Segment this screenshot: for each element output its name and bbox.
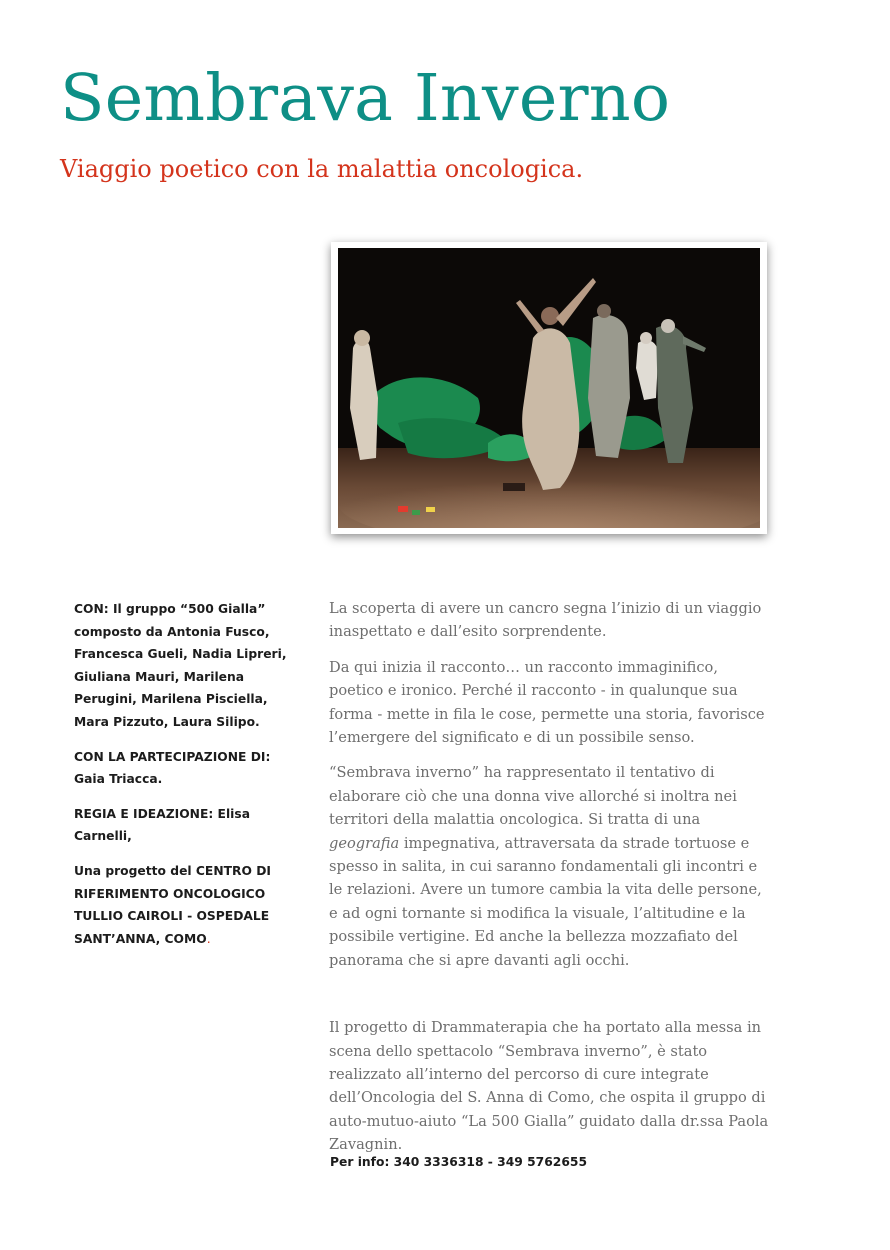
article-paragraph-3 xyxy=(329,761,769,972)
credits-direction: REGIA E IDEAZIONE: Elisa Carnelli, xyxy=(74,806,250,844)
credits-cast: CON: Il gruppo “500 Gialla” composto da Antonia Fusco, Francesca Gueli, Nadia Lipreri, Giuliana Mauri, Marilena Perugini, Marilena Pisciella, Mara Pizzuto, Laura Silipo. xyxy=(74,602,287,729)
stage-photo-frame xyxy=(331,242,767,534)
stage-performance-photo xyxy=(338,248,760,528)
article-body xyxy=(329,597,769,1169)
contact-info: Per info: 340 3336318 - 349 5762655 xyxy=(330,1155,588,1169)
credits-column xyxy=(74,598,294,962)
article-paragraph-4: Il progetto di Drammaterapia che ha portato alla messa in scena dello spettacolo “Sembrava inverno”, è stato realizzato all’interno del percorso di cure integrate dell’Oncologia del S. Anna di Como, che ospita il gruppo di auto-mutuo-aiuto “La 500 Gialla” guidato dalla dr.ssa Paola Zavagnin. xyxy=(329,1019,769,1154)
article-paragraph-1: La scoperta di avere un cancro segna l’inizio di un viaggio inaspettato e dall’esito sorprendente. xyxy=(329,600,762,641)
credits-participation: CON LA PARTECIPAZIONE DI: Gaia Triacca. xyxy=(74,749,271,787)
article-paragraph-3-start: “Sembrava inverno” ha rappresentato il tentativo di elaborare ciò che una donna vive allorché si inoltra nei territori della malattia oncologica. Si tratta di una xyxy=(329,764,737,829)
article-paragraph-3-end: impegnativa, attraversata da strade tortuose e spesso in salita, in cui saranno fondamentali gli incontri e le relazioni. Avere un tumore cambia la vita delle persone, e ad ogni tornante si modifica la visuale, l’altitudine e la possibile vertigine. Ed anche la bellezza mozzafiato del panorama che si apre davanti agli occhi. xyxy=(329,834,762,969)
credits-project-end: . xyxy=(206,931,211,946)
credits-project xyxy=(74,860,294,950)
page-title: Sembrava Inverno xyxy=(60,61,671,136)
article-paragraph-2: Da qui inizia il racconto… un racconto immaginifico, poetico e ironico. Perché il racconto - in qualunque sua forma - mette in fila le cose, permette una storia, favorisce l’emergere del significato e di un possibile senso. xyxy=(329,658,765,747)
credits-project-text: Una progetto del CENTRO DI RIFERIMENTO ONCOLOGICO TULLIO CAIROLI - OSPEDALE SANT’ANNA, COMO xyxy=(74,863,271,946)
article-paragraph-3-emphasis: geografia xyxy=(329,834,400,852)
page-subtitle: Viaggio poetico con la malattia oncologica. xyxy=(60,155,584,183)
